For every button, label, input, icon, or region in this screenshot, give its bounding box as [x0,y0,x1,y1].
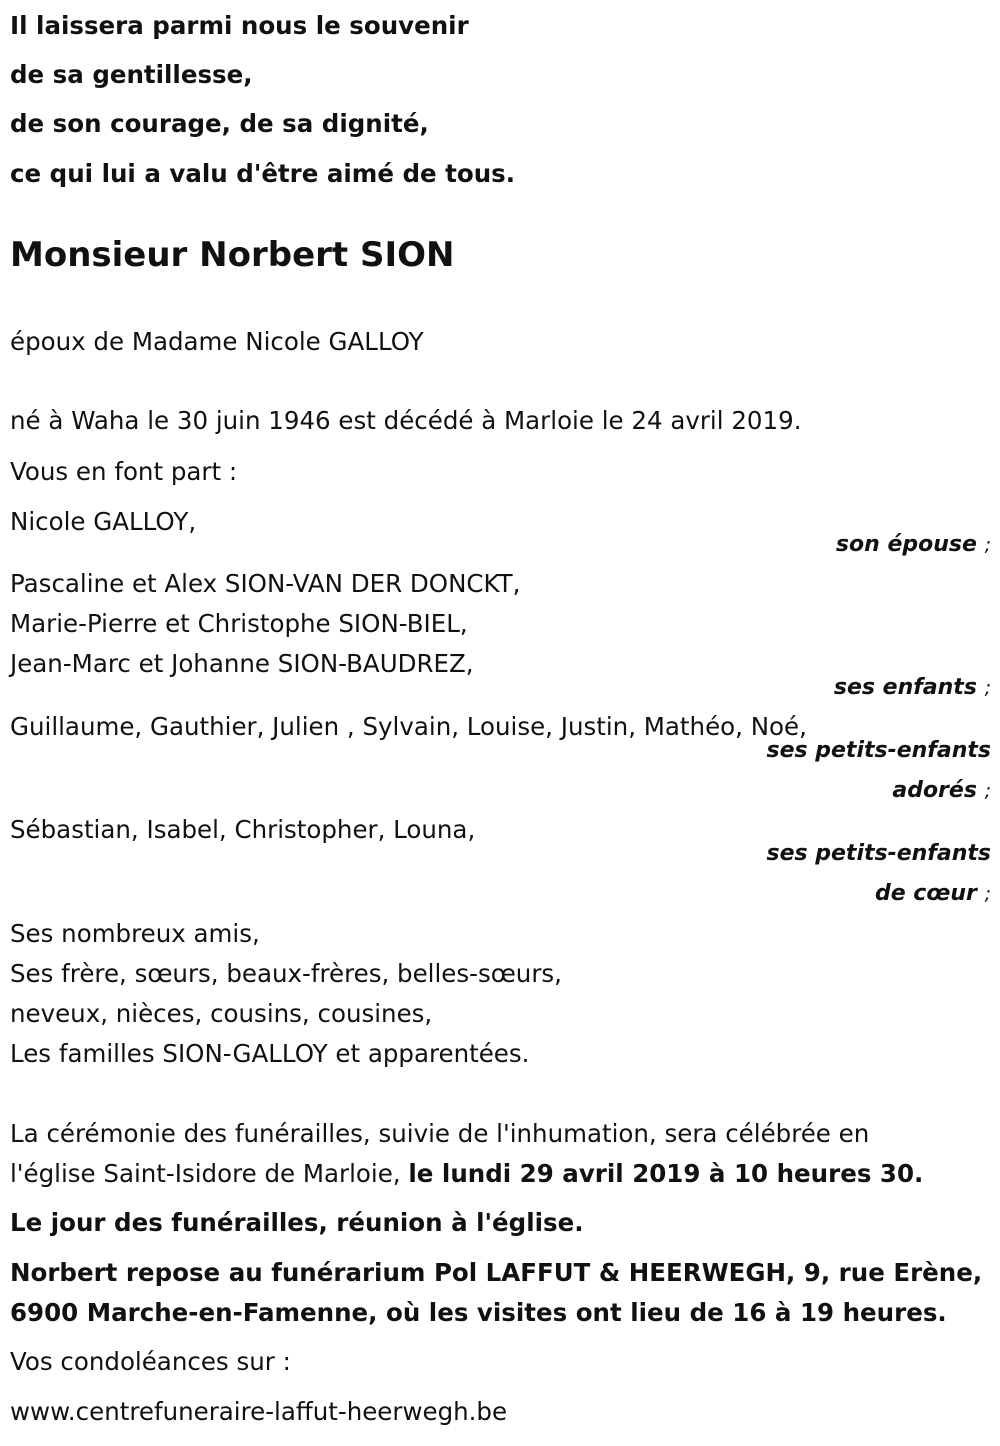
epitaph-line-2: de sa gentillesse, [10,60,253,89]
grandchildren-role-1: ses petits-enfants [766,738,991,763]
others-line-4: Les familles SION-GALLOY et apparentées. [10,1039,530,1068]
others-line-1: Ses nombreux amis, [10,919,260,948]
child-line-2: Marie-Pierre et Christophe SION-BIEL, [10,609,468,638]
child-line-3: Jean-Marc et Johanne SION-BAUDREZ, [10,649,474,678]
epitaph-line-4: ce qui lui a valu d'être aimé de tous. [10,159,516,188]
birth-death-line: né à Waha le 30 juin 1946 est décédé à Marloie le 24 avril 2019. [10,406,802,435]
deceased-name: Monsieur Norbert SION [10,235,455,275]
website-link[interactable]: www.centrefuneraire-laffut-heerwegh.be [10,1397,508,1426]
others-line-3: neveux, nièces, cousins, cousines, [10,999,433,1028]
ceremony-date: le lundi 29 avril 2019 à 10 heures 30. [408,1159,924,1188]
grandchildren-role-2: adorés ; [892,778,991,803]
spouse-line: époux de Madame Nicole GALLOY [10,327,424,356]
meeting-line: Le jour des funérailles, réunion à l'église. [10,1208,584,1237]
repose-line-2: 6900 Marche-en-Famenne, où les visites ont lieu de 16 à 19 heures. [10,1298,947,1327]
heart-grandchildren-role-2: de cœur ; [874,881,991,906]
condolences-label: Vos condoléances sur : [10,1347,291,1376]
heart-grandchildren-role-1: ses petits-enfants [766,841,991,866]
heart-grandchildren-names: Sébastian, Isabel, Christopher, Louna, [10,815,476,844]
epitaph-line-1: Il laissera parmi nous le souvenir [10,11,469,40]
ceremony-line-2: l'église Saint-Isidore de Marloie, le lundi 29 avril 2019 à 10 heures 30. [10,1159,924,1188]
ceremony-line-1: La cérémonie des funérailles, suivie de l'inhumation, sera célébrée en [10,1119,870,1148]
spouse-names: Nicole GALLOY, [10,507,197,536]
child-line-1: Pascaline et Alex SION-VAN DER DONCKT, [10,569,521,598]
grandchildren-names: Guillaume, Gauthier, Julien , Sylvain, Louise, Justin, Mathéo, Noé, [10,712,807,741]
epitaph-line-3: de son courage, de sa dignité, [10,109,429,138]
repose-line-1: Norbert repose au funérarium Pol LAFFUT & HEERWEGH, 9, rue Erène, [10,1258,983,1287]
children-role: ses enfants ; [833,675,991,700]
spouse-role: son épouse ; [835,532,991,557]
others-line-2: Ses frère, sœurs, beaux-frères, belles-sœurs, [10,959,562,988]
announce-intro: Vous en font part : [10,457,238,486]
